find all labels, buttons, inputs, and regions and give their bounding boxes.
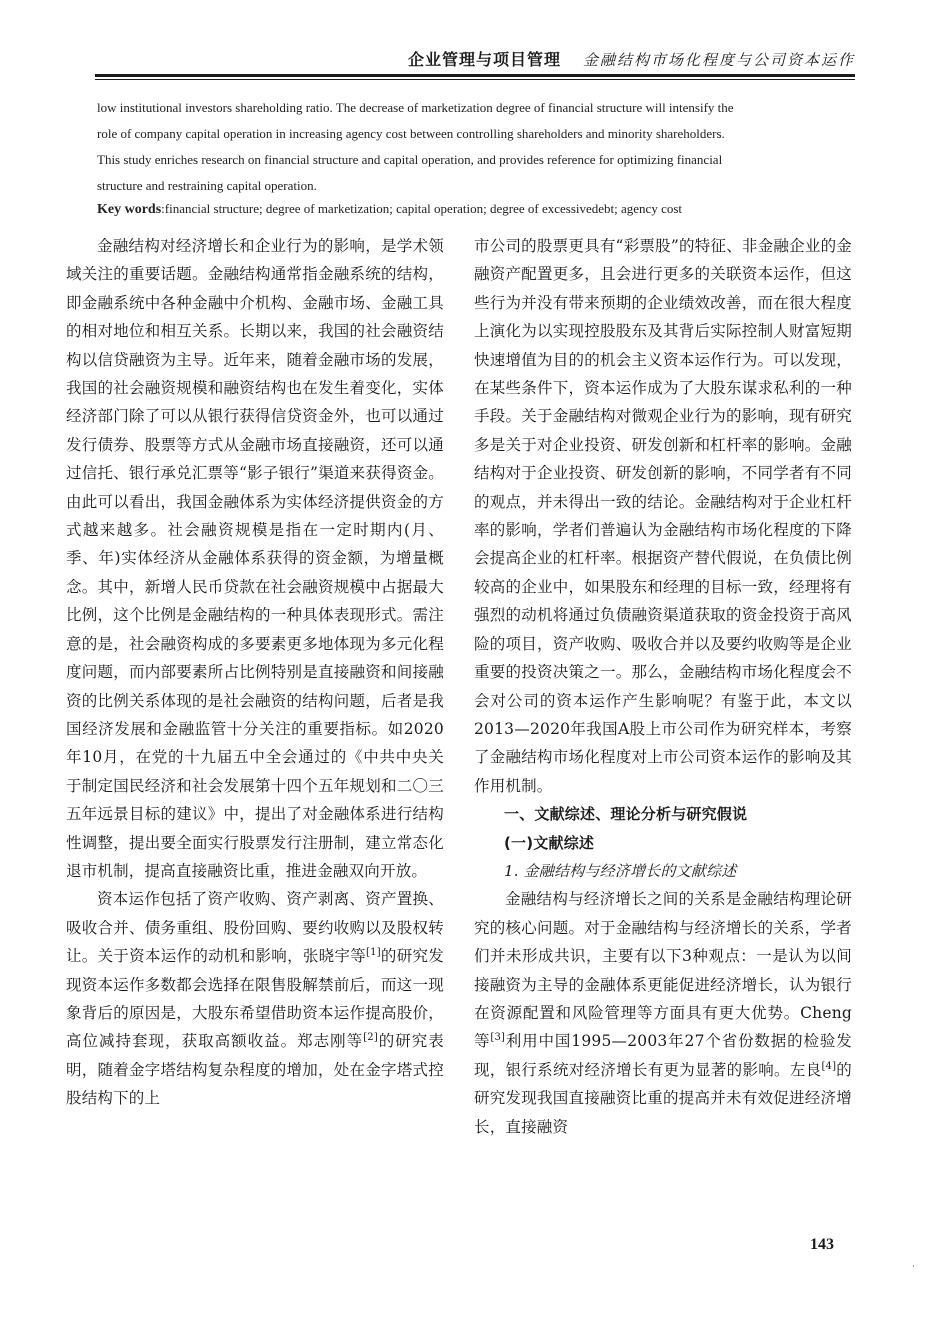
page-number: 143: [810, 1236, 834, 1253]
scan-mark: ·: [912, 1262, 915, 1272]
text-run: 的研究发现资本运作多数都会选择在限售股解禁前后，而这一现象背后的原因是，大股东希望借助资本运作提高股价，高位减持套现，获取高额收益。郑志刚等: [66, 947, 444, 1051]
journal-section: 企业管理与项目管理: [407, 50, 561, 69]
subsection-heading: (一)文献综述: [504, 833, 595, 852]
abstract-line: role of company capital operation in increasing agency cost between controlling shareholders and minority shareholders.: [97, 126, 725, 141]
header-rule-thin: [95, 79, 855, 80]
left-column: [66, 232, 444, 1113]
keywords-label: Key words: [97, 202, 162, 217]
citation-ref: [1]: [366, 947, 381, 958]
running-header: [95, 42, 855, 70]
section-heading: 一、文献综述、理论分析与研究假说: [504, 805, 748, 824]
abstract-line: low institutional investors shareholding ratio. The decrease of marketization degree of financial structure will intensify the: [97, 100, 734, 115]
abstract-line: structure and restraining capital operation.: [97, 178, 317, 193]
keywords: [97, 198, 837, 221]
body-paragraph: 金融结构对经济增长和企业行为的影响，是学术领域关注的重要话题。金融结构通常指金融系统的结构，即金融系统中各种金融中介机构、金融市场、金融工具的相对地位和相互关系。长期以来，我国的社会融资结构以信贷融资为主导。近年来，随着金融市场的发展，我国的社会融资规模和融资结构也在发生着变化，实体经济部门除了可以从银行获得信贷资金外，也可以通过发行债券、股票等方式从金融市场直接融资，还可以通过信托、银行承兑汇票等“影子银行”渠道来获得资金。由此可以看出，我国金融体系为实体经济提供资金的方式越来越多。社会融资规模是指在一定时期内(月、季、年)实体经济从金融体系获得的资金额，为增量概念。其中，新增人民币贷款在社会融资规模中占据最大比例，这个比例是金融结构的一种具体表现形式。需注意的是，社会融资构成的多要素更多地体现为多元化程度问题，而内部要素所占比例特别是直接融资和间接融资的比例关系体现的是社会融资的结构问题，后者是我国经济发展和金融监管十分关注的重要指标。如2020年10月，在党的十九届五中全会通过的《中共中央关于制定国民经济和社会发展第十四个五年规划和二〇三五年远景目标的建议》中，提出了对金融体系进行结构性调整，提出要全面实行股票发行注册制，建立常态化退市机制，提高直接融资比重，推进金融双向开放。: [66, 237, 444, 880]
body-paragraph: [66, 885, 444, 1112]
text-run: 的研究表明，随着金字塔结构复杂程度的增加，处在金字塔式控股结构下的上: [66, 1032, 444, 1108]
right-column: [474, 232, 852, 1141]
header-rule-thick: [95, 74, 855, 77]
citation-ref: [2]: [363, 1032, 378, 1044]
text-run: 金融结构与经济增长之间的关系是金融结构理论研究的核心问题。对于金融结构与经济增长的关系，学者们并未形成共识，主要有以下3种观点：一是认为以间接融资为主导的金融体系更能促进经济增长，认为银行在资源配置和风险管理等方面具有更大优势。Cheng等: [474, 890, 852, 1051]
body-paragraph: [474, 885, 852, 1141]
text-run: 资本运作包括了资产收购、资产剥离、资产置换、吸收合并、债务重组、股份回购、要约收购以及股权转让。关于资本运作的动机和影响，张晓宇等: [66, 890, 444, 966]
english-abstract: [97, 95, 817, 199]
keywords-text: :financial structure; degree of marketization; capital operation; degree of excessivedebt; agency cost: [161, 201, 683, 216]
citation-ref: [4]: [821, 1060, 837, 1072]
text-run: 利用中国1995—2003年27个省份数据的检验发现，银行系统对经济增长有更为显著的影响。左良: [474, 1032, 852, 1079]
citation-ref: [3]: [490, 1032, 506, 1044]
subsubsection-heading: 1. 金融结构与经济增长的文献综述: [504, 861, 737, 880]
text-run: 的研究发现我国直接融资比重的提高并未有效促进经济增长，直接融资: [474, 1060, 852, 1136]
article-running-title: 金融结构市场化程度与公司资本运作: [582, 51, 855, 69]
abstract-line: This study enriches research on financial structure and capital operation, and provides reference for optimizing financial: [97, 152, 723, 167]
body-paragraph: 市公司的股票更具有“彩票股”的特征、非金融企业的金融资产配置更多，且会进行更多的关联资本运作，但这些行为并没有带来预期的企业绩效改善，而在很大程度上演化为以实现控股股东及其背后实际控制人财富短期快速增值为目的的机会主义资本运作行为。可以发现，在某些条件下，资本运作成为了大股东谋求私利的一种手段。关于金融结构对微观企业行为的影响，现有研究多是关于对企业投资、研发创新和杠杆率的影响。金融结构对于企业投资、研发创新的影响，不同学者有不同的观点，并未得出一致的结论。金融结构对于企业杠杆率的影响，学者们普遍认为金融结构市场化程度的下降会提高企业的杠杆率。根据资产替代假说，在负债比例较高的企业中，如果股东和经理的目标一致，经理将有强烈的动机将通过负债融资渠道获取的资金投资于高风险的项目，资产收购、吸收合并以及要约收购等是企业重要的投资决策之一。那么，金融结构市场化程度会不会对公司的资本运作产生影响呢？有鉴于此，本文以2013—2020年我国A股上市公司作为研究样本，考察了金融结构市场化程度对上市公司资本运作的影响及其作用机制。: [474, 237, 852, 795]
